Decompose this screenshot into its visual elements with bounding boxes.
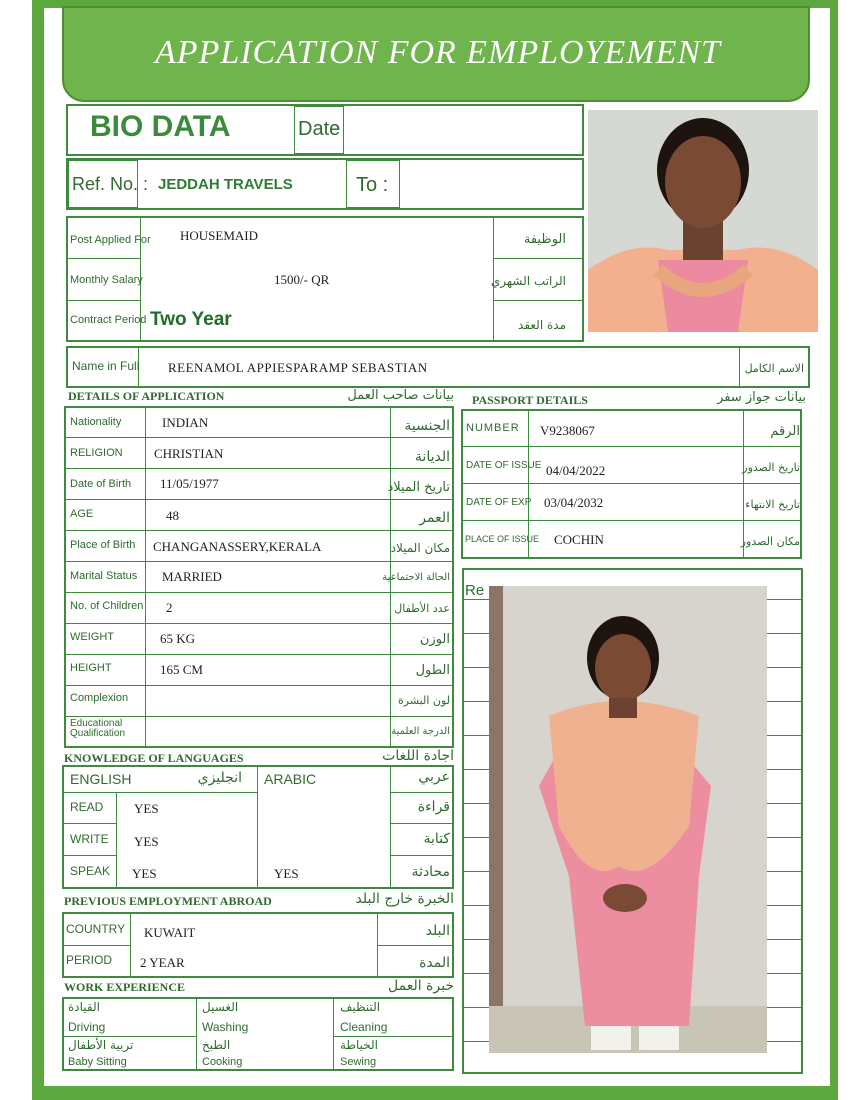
work-experience-header: WORK EXPERIENCE xyxy=(64,980,186,994)
driving-label-ar: القيادة xyxy=(68,1000,100,1014)
age-label-ar: العمر xyxy=(419,510,450,526)
place-of-birth-label-ar: مكان الميلاد xyxy=(390,541,450,555)
period-label: PERIOD xyxy=(66,953,113,967)
weight-label-ar: الوزن xyxy=(419,632,450,647)
speak-label: SPEAK xyxy=(70,864,111,878)
education-label: Educational Qualification xyxy=(70,718,126,739)
baby-sitting-label: Baby Sitting xyxy=(68,1056,127,1068)
passport-expiry-value: 03/04/2032 xyxy=(544,495,604,510)
passport-expiry-label-ar: تاريخ الانتهاء xyxy=(745,498,800,511)
children-label-ar: عدد الأطفال xyxy=(394,602,450,615)
complexion-label: Complexion xyxy=(70,692,129,704)
languages-header-ar: اجادة اللغات xyxy=(382,748,454,764)
sewing-label: Sewing xyxy=(340,1056,377,1068)
cooking-label-ar: الطبخ xyxy=(202,1038,231,1052)
marital-status-label: Marital Status xyxy=(70,570,138,582)
ref-value: JEDDAH TRAVELS xyxy=(158,176,293,193)
period-value: 2 YEAR xyxy=(140,955,185,970)
post-label-ar: الوظيفة xyxy=(523,232,566,247)
write-label-ar: كتابة xyxy=(423,831,450,847)
previous-employment-header: PREVIOUS EMPLOYMENT ABROAD xyxy=(64,894,272,908)
passport-place-label-ar: مكان الصدور xyxy=(740,535,800,548)
height-label: HEIGHT xyxy=(70,662,112,674)
nationality-label-ar: الجنسية xyxy=(404,418,450,434)
to-label: To : xyxy=(356,174,389,196)
passport-place-label: PLACE OF ISSUE xyxy=(465,534,540,544)
salary-value: 1500/- QR xyxy=(274,272,330,287)
read-english-value: YES xyxy=(134,801,159,816)
country-label: COUNTRY xyxy=(66,922,126,936)
sewing-label-ar: الخياطة xyxy=(340,1038,378,1052)
speak-english-value: YES xyxy=(132,866,157,881)
contract-value: Two Year xyxy=(150,309,232,330)
passport-header: PASSPORT DETAILS xyxy=(472,393,588,407)
dob-label: Date of Birth xyxy=(70,478,132,490)
religion-label: RELIGION xyxy=(70,447,123,459)
children-label: No. of Children xyxy=(70,600,144,612)
bio-data-heading: BIO DATA xyxy=(90,110,231,143)
arabic-label: ARABIC xyxy=(264,771,317,787)
full-body-photo xyxy=(489,586,767,1053)
cleaning-label-ar: التنظيف xyxy=(340,1000,381,1014)
passport-issue-date-label-ar: تاريخ الصدور xyxy=(742,461,800,474)
religion-value: CHRISTIAN xyxy=(154,446,224,461)
remarks-label: Re xyxy=(465,582,485,599)
write-english-value: YES xyxy=(134,834,159,849)
driving-label: Driving xyxy=(68,1020,106,1034)
ref-label: Ref. No. : xyxy=(72,174,149,194)
baby-sitting-label-ar: تربية الأطفال xyxy=(68,1038,134,1052)
period-label-ar: المدة xyxy=(419,955,450,971)
passport-number-value: V9238067 xyxy=(540,423,595,438)
cooking-label: Cooking xyxy=(202,1056,243,1068)
age-label: AGE xyxy=(70,508,94,520)
contract-label-ar: مدة العقد xyxy=(518,318,566,332)
place-of-birth-label: Place of Birth xyxy=(70,539,136,551)
post-label: Post Applied For xyxy=(70,234,151,246)
passport-header-ar: بيانات جواز سفر xyxy=(717,390,806,405)
application-header-ar: بيانات صاحب العمل xyxy=(347,388,454,403)
country-label-ar: البلد xyxy=(425,923,450,939)
place-of-birth-value: CHANGANASSERY,KERALA xyxy=(153,539,322,554)
arabic-label-ar: عربي xyxy=(418,769,450,785)
marital-status-value: MARRIED xyxy=(162,569,222,584)
previous-employment-header-ar: الخبرة خارج البلد xyxy=(355,891,454,907)
country-value: KUWAIT xyxy=(144,925,196,940)
passport-expiry-label: DATE OF EXP xyxy=(466,497,532,508)
full-body-photo-image xyxy=(489,586,767,1053)
contract-label: Contract Period xyxy=(70,314,147,326)
portrait-photo-image xyxy=(588,110,818,332)
height-label-ar: الطول xyxy=(415,663,450,678)
application-header: DETAILS OF APPLICATION xyxy=(68,389,225,403)
children-value: 2 xyxy=(166,600,173,615)
passport-issue-date-value: 04/04/2022 xyxy=(546,463,606,478)
salary-label-ar: الراتب الشهري xyxy=(490,274,566,288)
english-label-ar: انجليزي xyxy=(197,770,242,786)
name-value: REENAMOL APPIESPARAMP SEBASTIAN xyxy=(168,360,428,375)
write-label: WRITE xyxy=(70,832,109,846)
height-value: 165 CM xyxy=(160,662,203,677)
passport-issue-date-label: DATE OF ISSUE xyxy=(466,460,542,471)
speak-label-ar: محادثة xyxy=(411,864,450,880)
name-label-ar: الاسم الكامل xyxy=(744,362,804,375)
read-label-ar: قراءة xyxy=(417,799,450,815)
portrait-photo xyxy=(588,110,818,332)
read-label: READ xyxy=(70,800,104,814)
dob-label-ar: تاريخ الميلاد xyxy=(387,480,450,495)
date-label: Date xyxy=(298,118,341,140)
education-label-ar: الدرجة العلمية xyxy=(391,726,450,737)
salary-label: Monthly Salary xyxy=(70,274,143,286)
nationality-value: INDIAN xyxy=(162,415,209,430)
title-banner xyxy=(62,6,810,102)
speak-arabic-value: YES xyxy=(274,866,299,881)
weight-value: 65 KG xyxy=(160,631,196,646)
age-value: 48 xyxy=(166,508,179,523)
complexion-label-ar: لون البشرة xyxy=(398,694,450,707)
english-label: ENGLISH xyxy=(70,771,132,787)
passport-place-value: COCHIN xyxy=(554,532,604,547)
nationality-label: Nationality xyxy=(70,416,122,428)
passport-number-label: NUMBER xyxy=(466,422,520,434)
dob-value: 11/05/1977 xyxy=(160,476,219,491)
washing-label-ar: الغسيل xyxy=(202,1000,239,1014)
work-experience-header-ar: خبرة العمل xyxy=(388,978,454,994)
passport-number-label-ar: الرقم xyxy=(770,424,800,439)
washing-label: Washing xyxy=(202,1020,249,1034)
weight-label: WEIGHT xyxy=(70,631,114,643)
languages-header: KNOWLEDGE OF LANGUAGES xyxy=(64,751,244,765)
religion-label-ar: الديانة xyxy=(414,449,450,465)
page-title: APPLICATION FOR EMPLOYEMENT xyxy=(155,34,721,71)
marital-status-label-ar: الحالة الاجتماعية xyxy=(382,572,450,583)
name-label: Name in Full xyxy=(72,359,140,373)
cleaning-label: Cleaning xyxy=(340,1020,388,1034)
post-value: HOUSEMAID xyxy=(180,228,258,243)
